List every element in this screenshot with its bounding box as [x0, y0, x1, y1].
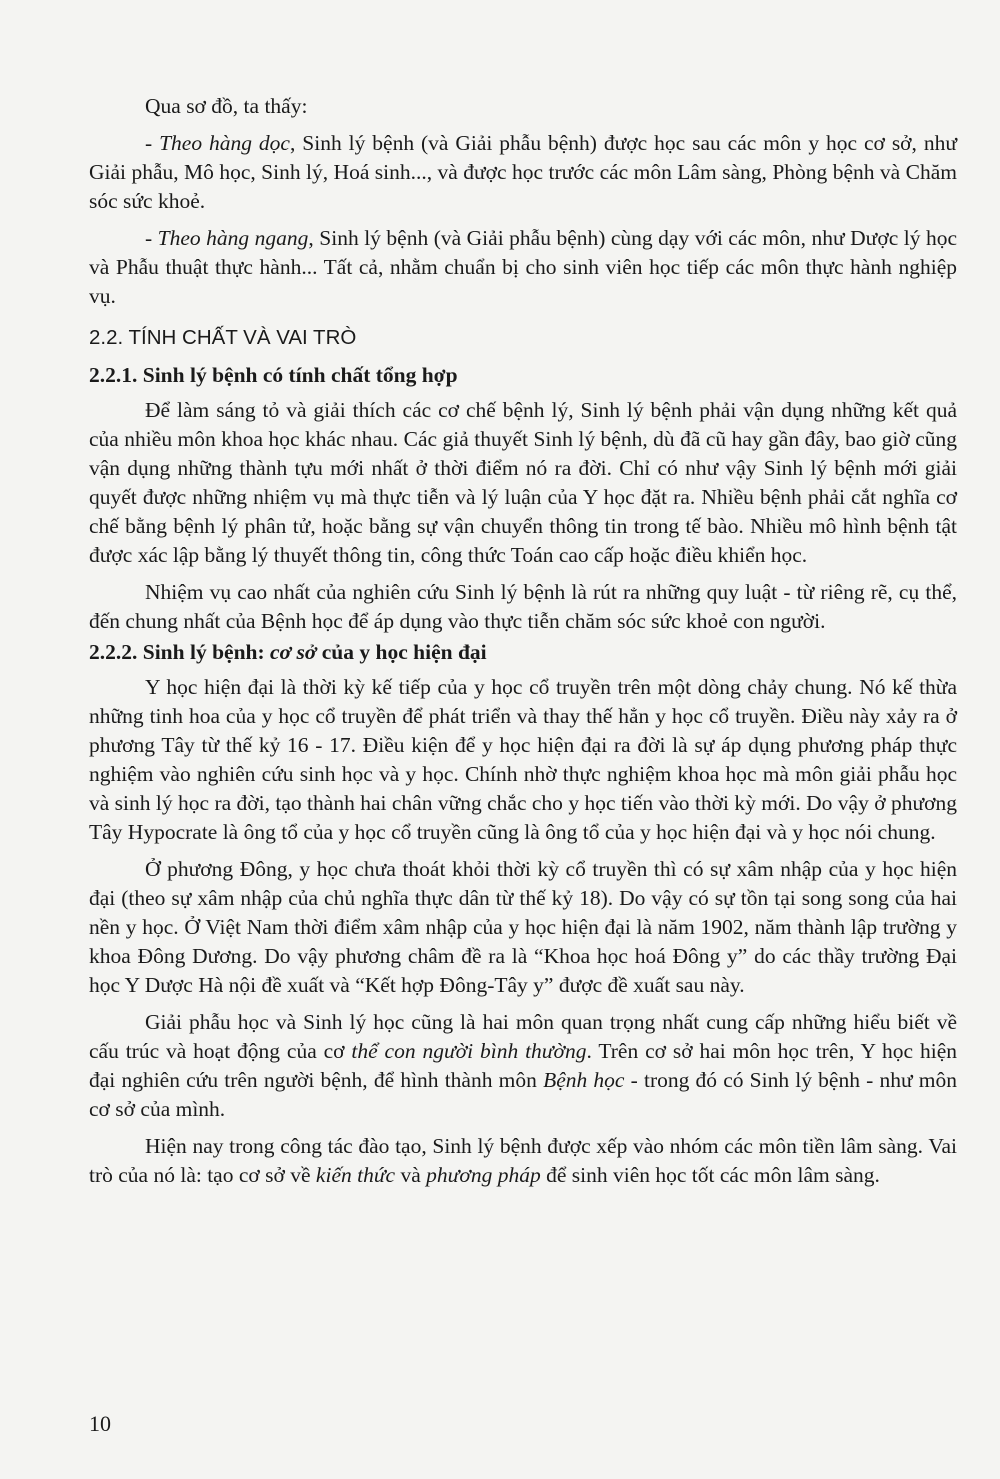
page-number: 10 — [89, 1411, 111, 1436]
paragraph-2-2-2-third — [89, 1008, 957, 1124]
horizontal-lead: Theo hàng ngang — [157, 226, 309, 250]
paragraph-2-2-1-second: Nhiệm vụ cao nhất của nghiên cứu Sinh lý bệnh là rút ra những quy luật - từ riêng rẽ, cụ thể, đến chung nhất của Bệnh học để áp dụng vào thực tiễn chăm sóc sức khoẻ con người. — [89, 580, 957, 633]
p4-part-d: phương pháp — [426, 1163, 541, 1187]
heading-2-2-2-part-b: cơ sở — [270, 640, 317, 664]
vertical-text: , Sinh lý bệnh (và Giải phẫu bệnh) được học sau các môn y học cơ sở, như Giải phẫu, Mô học, Sinh lý, Hoá sinh..., và được học trước các môn Lâm sàng, Phòng bệnh và Chăm sóc sức khoẻ. — [89, 131, 958, 213]
paragraph-2-2-1-first: Để làm sáng tỏ và giải thích các cơ chế bệnh lý, Sinh lý bệnh phải vận dụng những kết quả của nhiều môn khoa học khác nhau. Các giả thuyết Sinh lý bệnh, dù đã cũ hay gần đây, bao giờ cũng vận dụng những thành tựu mới nhất ở thời điểm nó ra đời. Chỉ có như vậy Sinh lý bệnh mới giải quyết được những nhiệm vụ mà thực tiễn và lý luận của Y học đặt ra. Nhiều bệnh phải cắt nghĩa cơ chế bằng bệnh lý phân tử, hoặc bằng sự vận chuyển thông tin trong tế bào. Nhiều mô hình bệnh tật được xác lập bằng lý thuyết thông tin, công thức Toán cao cấp hoặc điều khiển học. — [89, 398, 957, 567]
paragraph-horizontal: - Theo hàng ngang, Sinh lý bệnh (và Giải phẫu bệnh) cùng dạy với các môn, như Dược lý học và Phẫu thuật thực hành... Tất cả, nhằm chuẩn bị cho sinh viên học tiếp các môn thực hành nghiệp vụ. — [89, 226, 958, 308]
paragraph-vertical: - Theo hàng dọc, Sinh lý bệnh (và Giải phẫu bệnh) được học sau các môn y học cơ sở, như Giải phẫu, Mô học, Sinh lý, Hoá sinh..., và được học trước các môn Lâm sàng, Phòng bệnh và Chăm sóc sức khoẻ. — [89, 131, 958, 213]
page-content — [89, 92, 957, 1190]
p4-part-a: Hiện nay trong công tác đào tạo, Sinh lý bệnh được xếp vào nhóm các môn tiền lâm sàng. Vai trò của nó là: tạo cơ sở về — [89, 1134, 957, 1187]
heading-2-2-2-part-c: của y học hiện đại — [316, 640, 487, 664]
p3-part-e: - trong đó có Sinh lý bệnh - như môn cơ sở của mình. — [89, 1068, 958, 1121]
subsection-heading-2-2-2 — [89, 638, 957, 667]
p3-part-b: thể con người bình thường — [351, 1039, 587, 1063]
p3-part-a: Giải phẫu học và Sinh lý học cũng là hai môn quan trọng nhất cung cấp những hiểu biết về cấu trúc và hoạt động của cơ — [89, 1010, 957, 1063]
p4-part-c: và — [395, 1163, 427, 1187]
paragraph-2-2-2-fourth — [89, 1132, 957, 1190]
paragraph-2-2-2-first: Y học hiện đại là thời kỳ kế tiếp của y học cổ truyền trên một dòng chảy chung. Nó kế thừa những tinh hoa của y học cổ truyền để phát triển và thay thế hẳn y học cổ truyền. Điều này xảy ra ở phương Tây từ thế kỷ 16 - 17. Điều kiện để y học hiện đại ra đời là sự áp dụng phương pháp thực nghiệm vào nghiên cứu sinh học và y học. Chính nhờ thực nghiệm khoa học mà môn giải phẫu học và sinh lý học ra đời, tạo thành hai chân vững chắc cho y học tiến vào thời kỳ mới. Do vậy ở phương Tây Hypocrate là ông tổ của y học cổ truyền cũng là ông tổ của y học hiện đại và y học nói chung. — [89, 675, 957, 844]
heading-2-2-2-part-a: 2.2.2. Sinh lý bệnh: — [89, 640, 271, 664]
subsection-heading-2-2-1: 2.2.1. Sinh lý bệnh có tính chất tổng hợp — [89, 363, 458, 387]
p3-part-c: . Trên cơ sở hai môn học trên, Y học hiện đại nghiên cứu trên người bệnh, để hình thành môn — [89, 1039, 957, 1092]
p4-part-b: kiến thức — [315, 1163, 396, 1187]
horizontal-text: , Sinh lý bệnh (và Giải phẫu bệnh) cùng dạy với các môn, như Dược lý học và Phẫu thuật thực hành... Tất cả, nhằm chuẩn bị cho sinh viên học tiếp các môn thực hành nghiệp vụ. — [89, 226, 958, 308]
vertical-lead: Theo hàng dọc — [159, 131, 290, 155]
p4-part-e: để sinh viên học tốt các môn lâm sàng. — [540, 1163, 880, 1187]
p3-part-d: Bệnh học — [543, 1068, 625, 1092]
intro-line: Qua sơ đồ, ta thấy: — [145, 94, 308, 118]
section-heading-2-2: 2.2. TÍNH CHẤT VÀ VAI TRÒ — [89, 326, 357, 349]
paragraph-2-2-2-second: Ở phương Đông, y học chưa thoát khỏi thời kỳ cổ truyền thì có sự xâm nhập của y học hiện đại (theo sự xâm nhập của chủ nghĩa thực dân từ thế kỷ 18). Do vậy có sự tồn tại song song của hai nền y học. Ở Việt Nam thời điểm xâm nhập của y học hiện đại là năm 1902, năm thành lập trường y khoa Đông Dương. Do vậy phương châm đề ra là “Khoa học hoá Đông y” do các thầy trường Đại học Y Dược Hà nội đề xuất và “Kết hợp Đông-Tây y” được đề xuất sau này. — [89, 857, 957, 997]
